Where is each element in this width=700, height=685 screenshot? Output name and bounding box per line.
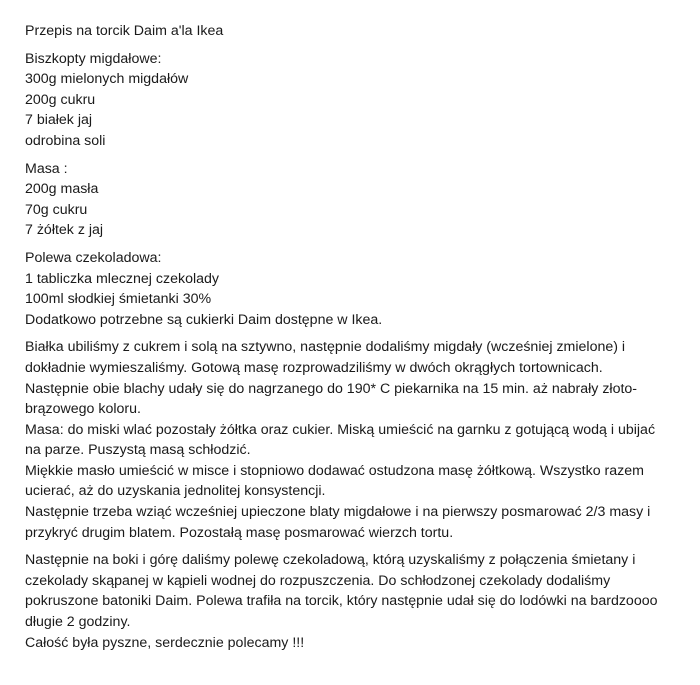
instructions-paragraph (25, 337, 675, 543)
text-line: Miękkie masło umieścić w misce i stopniowo dodawać ostudzona masę żółtkową. Wszystko razem (25, 462, 644, 479)
text-line: przykryć drugim blatem. Pozostałą masę posmarować wierzch tortu. (25, 524, 454, 541)
finishing-paragraph (25, 550, 675, 653)
ingredient-line: 200g cukru (25, 91, 96, 108)
ingredient-line: 300g mielonych migdałów (25, 71, 189, 88)
section-biszkopty (25, 49, 675, 152)
text-line: długie 2 godziny. (25, 614, 131, 631)
ingredient-line: 7 żółtek z jaj (25, 222, 104, 239)
text-line: brązowego koloru. (25, 401, 141, 418)
text-line: Masa: do miski wlać pozostały żółtka oraz cukier. Miską umieścić na garnku z gotującą wodą i ubijać (25, 421, 656, 438)
ingredient-line: 1 tabliczka mlecznej czekolady (25, 270, 219, 287)
text-line: Następnie na boki i górę daliśmy polewę czekoladową, którą uzyskaliśmy z połączenia śmietany i (25, 552, 636, 569)
text-line: Następnie trzeba wziąć wcześniej upieczone blaty migdałowe i na pierwszy posmarować 2/3 masy i (25, 504, 651, 521)
section-polewa (25, 248, 675, 330)
text-line: Białka ubiliśmy z cukrem i solą na sztywno, następnie dodaliśmy migdały (wcześniej zmielone) i (25, 339, 626, 356)
text-line: pokruszone batoniki Daim. Polewa trafiła na torcik, który następnie udał się do lodówki na bardzoooo (25, 593, 658, 610)
ingredient-line: 70g cukru (25, 201, 88, 218)
text-line: Całość była pyszne, serdecznie polecamy !!! (25, 634, 305, 651)
section-heading: Masa : (25, 160, 68, 177)
text-line: ucierać, aż do uzyskania jednolitej konsystencji. (25, 483, 326, 500)
ingredient-line: odrobina soli (25, 132, 106, 149)
recipe-title: Przepis na torcik Daim a'la Ikea (25, 23, 224, 39)
recipe-document (25, 21, 675, 660)
text-line: Następnie obie blachy udały się do nagrzanego do 190* C piekarnika na 15 min. aż nabrały złoto- (25, 380, 638, 397)
section-heading: Biszkopty migdałowe: (25, 50, 162, 67)
text-line: na parze. Puszystą masą schłodzić. (25, 442, 251, 459)
ingredient-line: 100ml słodkiej śmietanki 30% (25, 291, 212, 308)
section-masa (25, 159, 675, 241)
ingredient-line: 7 białek jaj (25, 112, 93, 129)
text-line: dokładnie wymieszaliśmy. Gotową masę rozprowadziliśmy w dwóch okrągłych tortownicach. (25, 359, 603, 376)
ingredient-line: Dodatkowo potrzebne są cukierki Daim dostępne w Ikea. (25, 311, 383, 328)
text-line: czekolady skąpanej w kąpieli wodnej do rozpuszczenia. Do schłodzonej czekolady dodaliśmy (25, 572, 611, 589)
ingredient-line: 200g masła (25, 181, 99, 198)
section-heading: Polewa czekoladowa: (25, 249, 162, 266)
